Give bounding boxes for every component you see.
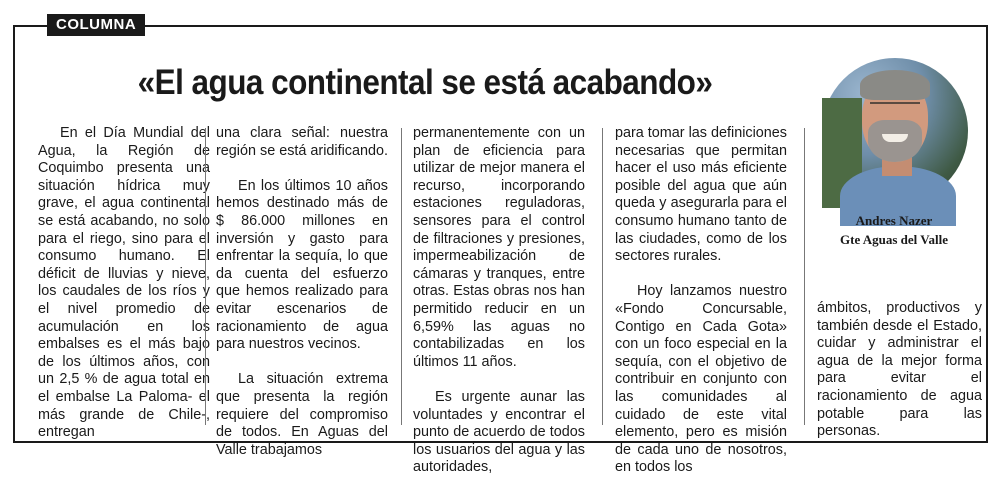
column-divider: [401, 128, 402, 425]
author-photo: [822, 58, 968, 204]
paragraph: La situación extrema que presenta la región requiere del compromiso de todos. En Aguas del Valle trabajamos: [216, 371, 388, 458]
article-column-3: [413, 125, 585, 476]
article-column-4: [615, 125, 787, 476]
paragraph: para tomar las definiciones necesarias que permitan hacer el uso más eficiente posible del agua que aún queda y asegurarla para el consumo humano tanto de las ciudades, como de los sectores rurales.: [615, 125, 787, 265]
author-role: Gte Aguas del Valle: [840, 232, 948, 247]
paragraph: En el Día Mundial del Agua, la Región de Coquimbo presenta una situación hídrica muy grave, el agua continental se está acabando, no solo para el riego, sino para el consumo humano. El déficit de lluvias y nieve, los caudales de los ríos y el nivel promedio de acumulación en los embalses es el más bajo de los últimos años, con un 2,5 % de agua total en el embalse La Paloma- el más grande de Chile-, entregan: [38, 125, 210, 441]
author-name: Andres Nazer: [855, 213, 933, 228]
paragraph: En los últimos 10 años hemos destinado más de $ 86.000 millones en inversión y gasto para enfrentar la sequía, lo que da cuenta del esfuerzo que hemos realizado para evitar escenarios de racionamiento de agua para nuestros vecinos.: [216, 177, 388, 353]
article-column-2: [216, 125, 388, 458]
headline: «El agua continental se está acabando»: [137, 63, 713, 102]
article-column-1: [38, 125, 210, 441]
paragraph: una clara señal: nuestra región se está aridificando.: [216, 125, 388, 159]
paragraph: permanentemente con un plan de eficiencia para utilizar de mejor manera el recurso, incorporando estaciones reguladoras, sensores para el control de filtraciones y presiones, impermeabilización de cámaras y tranques, entre otras. Estas obras nos han permitido reducir en un 6,59% las aguas no contabilizadas en los últimos 11 años.: [413, 125, 585, 370]
paragraph: Hoy lanzamos nuestro «Fondo Concursable, Contigo en Cada Gota» con un foco especial en la sequía, con el objetivo de contribuir en conjunto con las comunidades al cuidado de este vital elemento, pero es misión de cada uno de nosotros, en todos los: [615, 283, 787, 476]
column-divider: [205, 128, 206, 425]
author-byline: [808, 211, 980, 249]
column-divider: [804, 128, 805, 425]
section-tag: COLUMNA: [47, 14, 145, 36]
article-column-5: [817, 300, 982, 440]
column-divider: [602, 128, 603, 425]
paragraph: ámbitos, productivos y también desde el Estado, cuidar y administrar el agua de la mejor forma para evitar el racionamiento de agua potable para las personas.: [817, 300, 982, 440]
paragraph: Es urgente aunar las voluntades y encontrar el punto de acuerdo de todos los usuarios del agua y las autoridades,: [413, 388, 585, 476]
